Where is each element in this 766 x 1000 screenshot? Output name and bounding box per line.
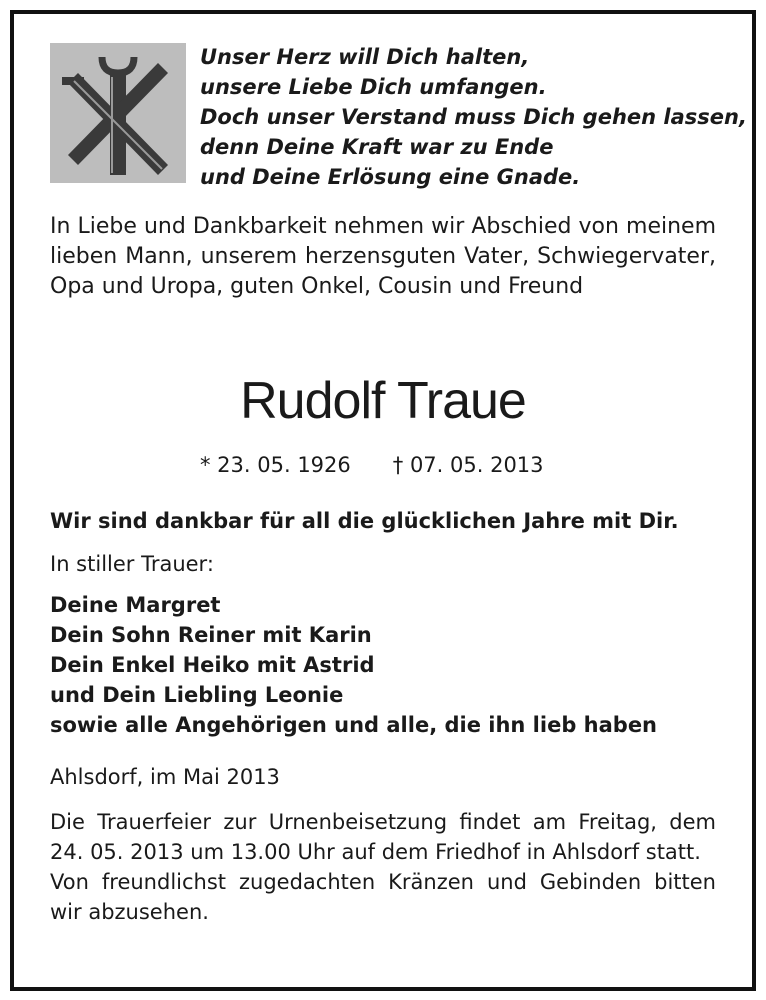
birth-date: * 23. 05. 1926 [200, 453, 351, 477]
death-date: † 07. 05. 2013 [392, 453, 544, 477]
family-member: Deine Margret [50, 593, 221, 617]
flowers-note: Von freundlichst zugedachten Kränzen und Gebinden bitten wir abzusehen. [50, 870, 716, 924]
life-dates [200, 450, 544, 480]
thanks-line: Wir sind dankbar für all die glücklichen Jahre mit Dir. [50, 509, 679, 533]
poem [200, 42, 747, 192]
family-member: sowie alle Angehörigen und alle, die ihn lieb haben [50, 713, 658, 737]
deceased-name: Rudolf Traue [240, 372, 526, 430]
intro-text: In Liebe und Dankbarkeit nehmen wir Abschied von meinem lieben Mann, unserem herzensguten Vater, Schwiegervater, Opa und Uropa, guten Onkel, Cousin und Freund [50, 214, 716, 299]
place-date: Ahlsdorf, im Mai 2013 [50, 765, 280, 789]
poem-line: Doch unser Verstand muss Dich gehen lassen, [200, 105, 747, 129]
funeral-info: Die Trauerfeier zur Urnenbeisetzung findet am Freitag, dem 24. 05. 2013 um 13.00 Uhr auf dem Friedhof in Ahlsdorf statt. [50, 810, 716, 864]
poem-line: Unser Herz will Dich halten, [200, 45, 530, 69]
family-member: und Dein Liebling Leonie [50, 683, 344, 707]
poem-line: unsere Liebe Dich umfangen. [200, 75, 547, 99]
poem-line: denn Deine Kraft war zu Ende [200, 135, 554, 159]
poem-line: und Deine Erlösung eine Gnade. [200, 165, 581, 189]
cross-anchor-emblem-icon [50, 43, 186, 183]
family-member: Dein Enkel Heiko mit Astrid [50, 653, 375, 677]
family-member: Dein Sohn Reiner mit Karin [50, 623, 372, 647]
mourning-label: In stiller Trauer: [50, 552, 214, 576]
family-list [50, 590, 657, 740]
funeral-info-block [50, 807, 716, 927]
